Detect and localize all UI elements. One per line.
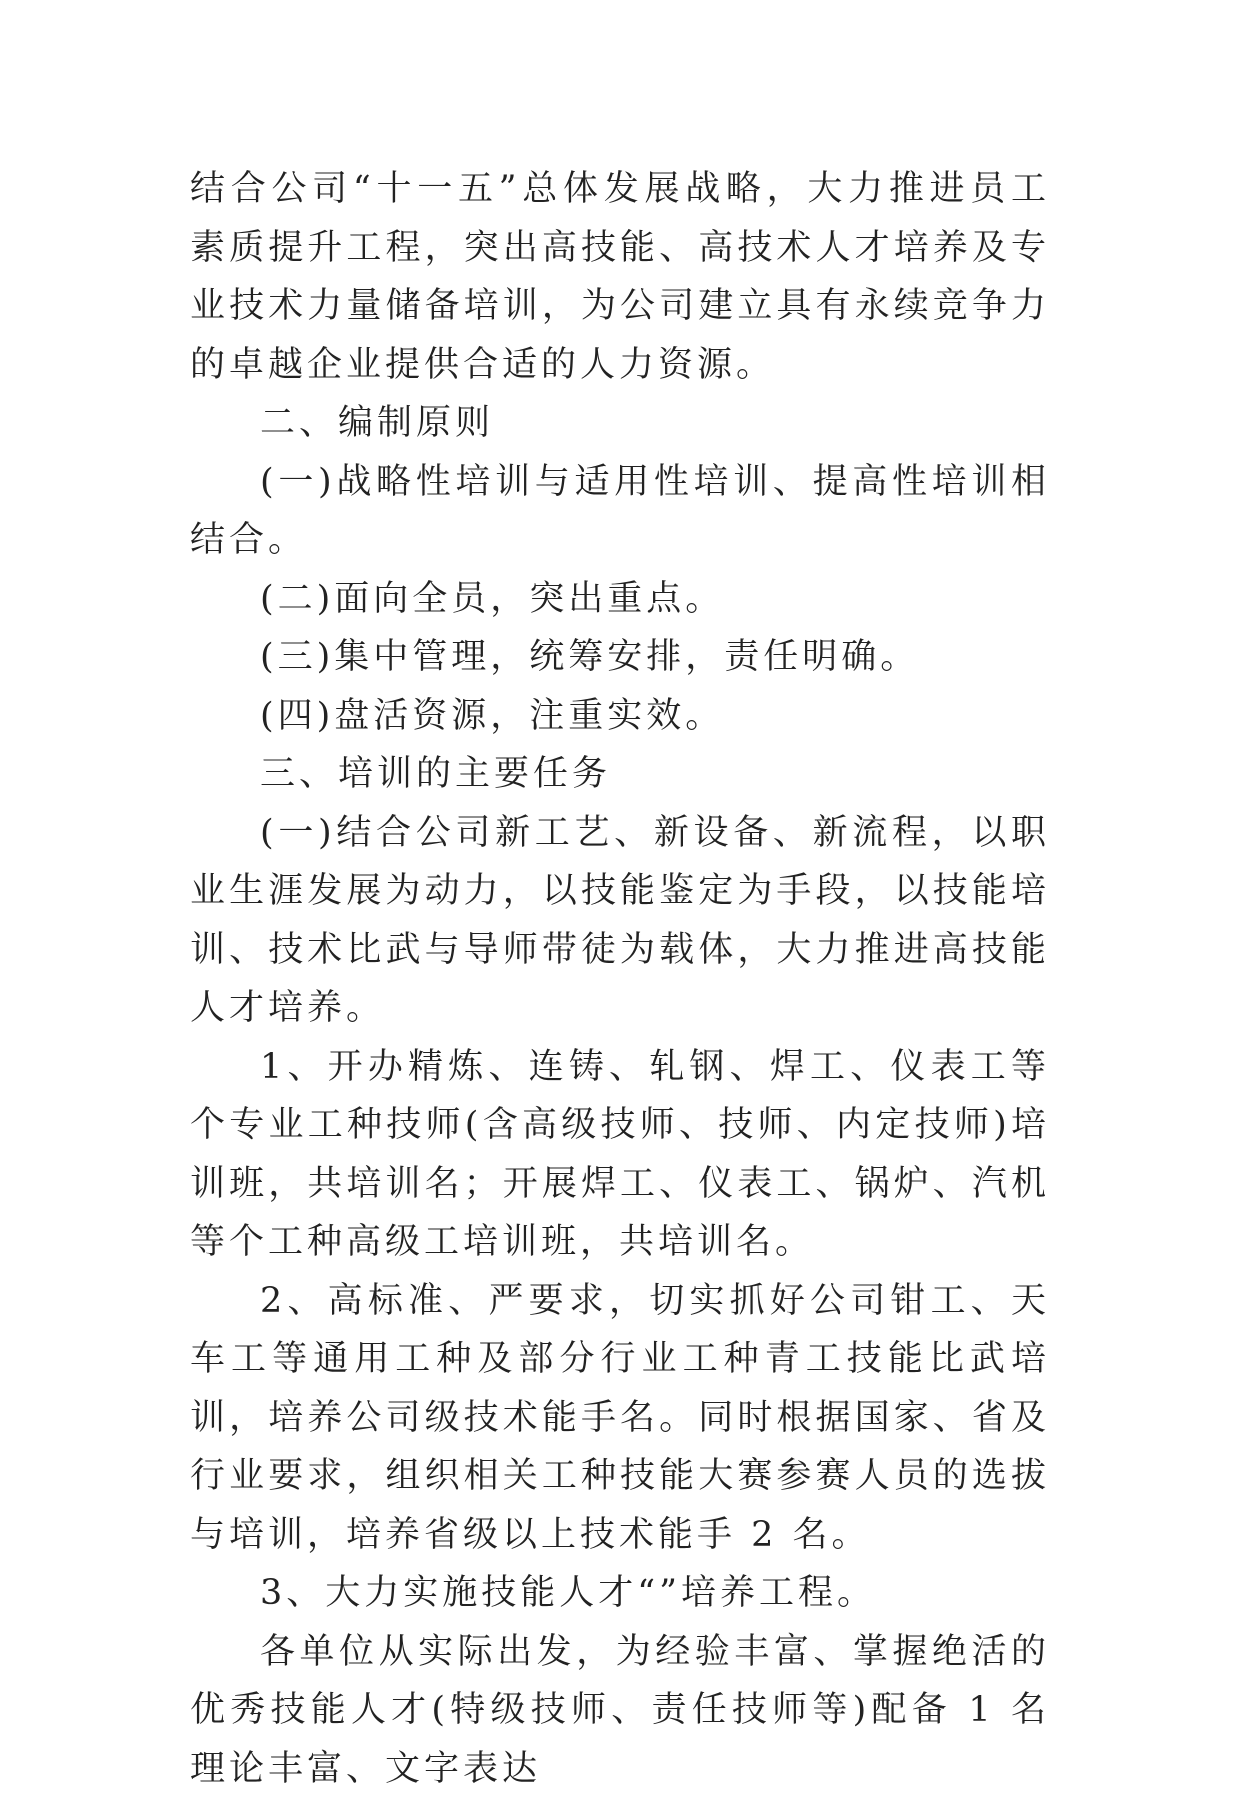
task-subitem-3: 3、大力实施技能人才“”培养工程。 (190, 1564, 1050, 1623)
principle-item-4: (四)盘活资源，注重实效。 (190, 687, 1050, 746)
section-heading-tasks: 三、培训的主要任务 (190, 745, 1050, 804)
document-body (190, 160, 1050, 1798)
principle-item-3: (三)集中管理，统筹安排，责任明确。 (190, 628, 1050, 687)
task-item-1: (一)结合公司新工艺、新设备、新流程，以职业生涯发展为动力，以技能鉴定为手段，以技能培训、技术比武与导师带徒为载体，大力推进高技能人才培养。 (190, 804, 1050, 1038)
body-paragraph: 各单位从实际出发，为经验丰富、掌握绝活的优秀技能人才(特级技师、责任技师等)配备 1 名理论丰富、文字表达 (190, 1623, 1050, 1798)
principle-item-1: (一)战略性培训与适用性培训、提高性培训相结合。 (190, 453, 1050, 570)
task-subitem-1: 1、开办精炼、连铸、轧钢、焊工、仪表工等个专业工种技师(含高级技师、技师、内定技师)培训班，共培训名；开展焊工、仪表工、锅炉、汽机等个工种高级工培训班，共培训名。 (190, 1038, 1050, 1272)
section-heading-principles: 二、编制原则 (190, 394, 1050, 453)
intro-paragraph: 结合公司“十一五”总体发展战略，大力推进员工素质提升工程，突出高技能、高技术人才培养及专业技术力量储备培训，为公司建立具有永续竞争力的卓越企业提供合适的人力资源。 (190, 160, 1050, 394)
task-subitem-2: 2、高标准、严要求，切实抓好公司钳工、天车工等通用工种及部分行业工种青工技能比武培训，培养公司级技术能手名。同时根据国家、省及行业要求，组织相关工种技能大赛参赛人员的选拔与培训，培养省级以上技术能手 2 名。 (190, 1272, 1050, 1565)
principle-item-2: (二)面向全员，突出重点。 (190, 570, 1050, 629)
